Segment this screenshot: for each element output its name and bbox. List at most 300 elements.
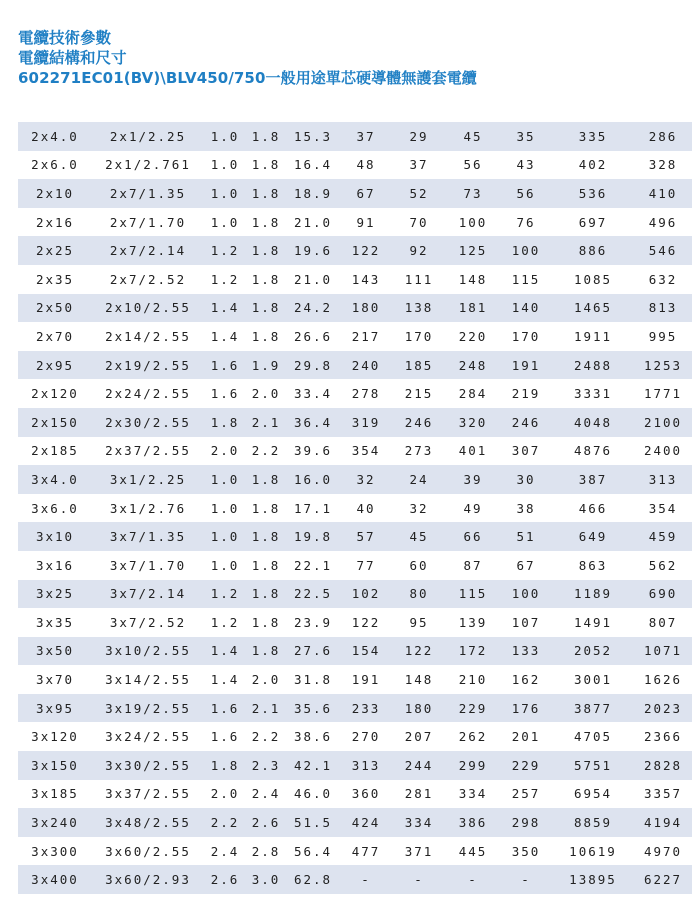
cell-value-8: 284: [446, 379, 500, 408]
cell-outer-diameter: 39.6: [286, 437, 340, 466]
cell-value-7: 111: [392, 265, 446, 294]
cell-value-7: 70: [392, 208, 446, 237]
cell-insulation-thickness: 2.6: [204, 865, 246, 894]
cell-conductor-structure: 3x7/1.70: [92, 551, 204, 580]
cell-value-8: 229: [446, 694, 500, 723]
cell-value-7: 281: [392, 780, 446, 809]
cell-value-11: 2023: [634, 694, 692, 723]
cell-value-9: 107: [500, 608, 552, 637]
cell-value-11: 1071: [634, 637, 692, 666]
cell-outer-diameter: 22.1: [286, 551, 340, 580]
cell-cores-section: 2x35: [18, 265, 92, 294]
cell-value-8: 125: [446, 236, 500, 265]
cell-value-7: 185: [392, 351, 446, 380]
cell-conductor-structure: 2x10/2.55: [92, 294, 204, 323]
cell-sheath-thickness: 1.8: [246, 608, 286, 637]
cell-value-7: 180: [392, 694, 446, 723]
cell-value-9: 43: [500, 151, 552, 180]
cell-value-7: 95: [392, 608, 446, 637]
cell-insulation-thickness: 2.2: [204, 808, 246, 837]
cell-value-9: 51: [500, 522, 552, 551]
cell-value-6: 91: [340, 208, 392, 237]
cell-value-9: 307: [500, 437, 552, 466]
cell-value-11: 4970: [634, 837, 692, 866]
cell-value-11: 313: [634, 465, 692, 494]
table-row: [18, 179, 692, 208]
cell-value-11: 807: [634, 608, 692, 637]
cell-value-7: 273: [392, 437, 446, 466]
cell-insulation-thickness: 1.4: [204, 322, 246, 351]
table-row: [18, 580, 692, 609]
cell-value-9: 140: [500, 294, 552, 323]
cell-value-9: 176: [500, 694, 552, 723]
table-row: [18, 151, 692, 180]
cell-value-11: 1253: [634, 351, 692, 380]
cell-sheath-thickness: 2.6: [246, 808, 286, 837]
table-row: [18, 551, 692, 580]
cell-value-8: 299: [446, 751, 500, 780]
cell-insulation-thickness: 1.0: [204, 179, 246, 208]
cell-outer-diameter: 21.0: [286, 265, 340, 294]
cell-cable-weight: 1911: [552, 322, 634, 351]
cell-value-6: 57: [340, 522, 392, 551]
cell-outer-diameter: 19.8: [286, 522, 340, 551]
cell-value-7: 215: [392, 379, 446, 408]
cell-conductor-structure: 3x30/2.55: [92, 751, 204, 780]
cell-insulation-thickness: 1.4: [204, 665, 246, 694]
cell-conductor-structure: 2x14/2.55: [92, 322, 204, 351]
cell-value-11: 2400: [634, 437, 692, 466]
cell-value-11: 632: [634, 265, 692, 294]
cell-conductor-structure: 2x7/2.52: [92, 265, 204, 294]
cell-value-8: 56: [446, 151, 500, 180]
cell-value-11: 1626: [634, 665, 692, 694]
cell-sheath-thickness: 2.2: [246, 722, 286, 751]
cell-value-6: 48: [340, 151, 392, 180]
cell-sheath-thickness: 2.1: [246, 408, 286, 437]
title-technical-parameters: 電纜技術參數: [18, 29, 112, 47]
cell-insulation-thickness: 1.6: [204, 379, 246, 408]
table-row: [18, 608, 692, 637]
cell-value-9: 191: [500, 351, 552, 380]
table-row: [18, 780, 692, 809]
table-row: [18, 437, 692, 466]
cell-value-7: 52: [392, 179, 446, 208]
cable-spec-table: [18, 122, 692, 894]
cell-sheath-thickness: 2.1: [246, 694, 286, 723]
cell-conductor-structure: 2x24/2.55: [92, 379, 204, 408]
cell-cores-section: 2x120: [18, 379, 92, 408]
cell-outer-diameter: 27.6: [286, 637, 340, 666]
cell-insulation-thickness: 2.0: [204, 780, 246, 809]
cell-conductor-structure: 3x7/1.35: [92, 522, 204, 551]
cell-sheath-thickness: 2.2: [246, 437, 286, 466]
cell-value-6: 233: [340, 694, 392, 723]
cell-value-6: 32: [340, 465, 392, 494]
cell-conductor-structure: 2x7/2.14: [92, 236, 204, 265]
cell-insulation-thickness: 1.8: [204, 751, 246, 780]
cell-insulation-thickness: 1.0: [204, 465, 246, 494]
cell-cable-weight: 402: [552, 151, 634, 180]
cell-value-7: 334: [392, 808, 446, 837]
cell-value-8: 39: [446, 465, 500, 494]
cell-cable-weight: 536: [552, 179, 634, 208]
cell-cores-section: 3x185: [18, 780, 92, 809]
cell-value-8: 401: [446, 437, 500, 466]
cell-conductor-structure: 3x7/2.52: [92, 608, 204, 637]
cell-insulation-thickness: 1.2: [204, 265, 246, 294]
table-row: [18, 494, 692, 523]
cell-outer-diameter: 26.6: [286, 322, 340, 351]
cell-value-9: 298: [500, 808, 552, 837]
cell-value-11: 410: [634, 179, 692, 208]
cell-cable-weight: 10619: [552, 837, 634, 866]
cell-value-9: 350: [500, 837, 552, 866]
cell-cores-section: 2x150: [18, 408, 92, 437]
cell-sheath-thickness: 1.8: [246, 179, 286, 208]
cell-value-11: 6227: [634, 865, 692, 894]
cell-value-11: 328: [634, 151, 692, 180]
cell-value-8: 45: [446, 122, 500, 151]
cell-value-7: 207: [392, 722, 446, 751]
cell-value-7: 37: [392, 151, 446, 180]
cell-conductor-structure: 2x19/2.55: [92, 351, 204, 380]
cell-insulation-thickness: 2.0: [204, 437, 246, 466]
cell-sheath-thickness: 1.8: [246, 265, 286, 294]
cell-value-8: 445: [446, 837, 500, 866]
cell-value-9: 133: [500, 637, 552, 666]
cell-cable-weight: 3877: [552, 694, 634, 723]
cell-value-9: 30: [500, 465, 552, 494]
cell-conductor-structure: 2x30/2.55: [92, 408, 204, 437]
cell-sheath-thickness: 2.8: [246, 837, 286, 866]
cell-value-8: 210: [446, 665, 500, 694]
cell-cable-weight: 2488: [552, 351, 634, 380]
cell-insulation-thickness: 1.2: [204, 608, 246, 637]
cell-value-6: 67: [340, 179, 392, 208]
cell-cable-weight: 3001: [552, 665, 634, 694]
cell-cores-section: 3x400: [18, 865, 92, 894]
table-row: [18, 294, 692, 323]
cell-insulation-thickness: 1.4: [204, 637, 246, 666]
cell-sheath-thickness: 2.4: [246, 780, 286, 809]
cell-sheath-thickness: 1.8: [246, 494, 286, 523]
cell-insulation-thickness: 1.0: [204, 522, 246, 551]
cell-cable-weight: 3331: [552, 379, 634, 408]
cell-cores-section: 3x50: [18, 637, 92, 666]
cell-cable-weight: 4705: [552, 722, 634, 751]
cell-value-9: 170: [500, 322, 552, 351]
cell-value-9: 35: [500, 122, 552, 151]
cell-value-8: 66: [446, 522, 500, 551]
cell-value-9: -: [500, 865, 552, 894]
cell-value-7: 60: [392, 551, 446, 580]
cell-value-11: 690: [634, 580, 692, 609]
cell-value-8: 220: [446, 322, 500, 351]
cell-value-7: 24: [392, 465, 446, 494]
cell-outer-diameter: 16.4: [286, 151, 340, 180]
cell-value-6: 313: [340, 751, 392, 780]
cell-insulation-thickness: 1.8: [204, 408, 246, 437]
cell-outer-diameter: 46.0: [286, 780, 340, 809]
cell-value-6: 122: [340, 236, 392, 265]
cell-sheath-thickness: 1.8: [246, 151, 286, 180]
cell-cable-weight: 13895: [552, 865, 634, 894]
cell-value-8: 148: [446, 265, 500, 294]
cell-conductor-structure: 3x1/2.25: [92, 465, 204, 494]
table-row: [18, 722, 692, 751]
cell-conductor-structure: 3x48/2.55: [92, 808, 204, 837]
cell-value-6: 154: [340, 637, 392, 666]
cell-insulation-thickness: 1.6: [204, 351, 246, 380]
cell-cable-weight: 863: [552, 551, 634, 580]
cell-conductor-structure: 3x60/2.55: [92, 837, 204, 866]
table-row: [18, 751, 692, 780]
table-row: [18, 465, 692, 494]
cell-value-9: 100: [500, 236, 552, 265]
cell-sheath-thickness: 1.8: [246, 236, 286, 265]
cell-value-8: 100: [446, 208, 500, 237]
title-cable-model: 602271EC01(BV)\BLV450/750一般用途單芯硬導體無護套電纜: [18, 69, 477, 87]
cell-cores-section: 3x150: [18, 751, 92, 780]
cell-outer-diameter: 23.9: [286, 608, 340, 637]
cell-outer-diameter: 51.5: [286, 808, 340, 837]
title-structure-dimensions: 電纜結構和尺寸: [18, 49, 127, 67]
document-header: [18, 28, 477, 88]
cell-cores-section: 2x6.0: [18, 151, 92, 180]
cell-cores-section: 2x10: [18, 179, 92, 208]
cell-value-7: 244: [392, 751, 446, 780]
cell-value-11: 813: [634, 294, 692, 323]
cell-value-8: 262: [446, 722, 500, 751]
cell-value-9: 229: [500, 751, 552, 780]
cell-outer-diameter: 16.0: [286, 465, 340, 494]
cell-conductor-structure: 2x1/2.25: [92, 122, 204, 151]
cell-value-6: 360: [340, 780, 392, 809]
cell-value-6: 477: [340, 837, 392, 866]
cell-value-6: 240: [340, 351, 392, 380]
cell-outer-diameter: 31.8: [286, 665, 340, 694]
cell-insulation-thickness: 1.6: [204, 694, 246, 723]
cell-conductor-structure: 3x37/2.55: [92, 780, 204, 809]
cell-cable-weight: 4876: [552, 437, 634, 466]
cell-value-6: 424: [340, 808, 392, 837]
cell-sheath-thickness: 1.8: [246, 322, 286, 351]
cell-conductor-structure: 3x19/2.55: [92, 694, 204, 723]
cell-sheath-thickness: 3.0: [246, 865, 286, 894]
cell-value-7: 45: [392, 522, 446, 551]
cell-value-6: 270: [340, 722, 392, 751]
cell-cable-weight: 2052: [552, 637, 634, 666]
cell-value-7: -: [392, 865, 446, 894]
table-row: [18, 665, 692, 694]
cell-cable-weight: 4048: [552, 408, 634, 437]
cell-value-9: 38: [500, 494, 552, 523]
cell-cores-section: 3x25: [18, 580, 92, 609]
cell-conductor-structure: 3x10/2.55: [92, 637, 204, 666]
cell-value-8: 320: [446, 408, 500, 437]
cell-cores-section: 2x185: [18, 437, 92, 466]
cell-value-7: 246: [392, 408, 446, 437]
cell-cores-section: 3x4.0: [18, 465, 92, 494]
cell-cores-section: 3x300: [18, 837, 92, 866]
cell-outer-diameter: 62.8: [286, 865, 340, 894]
cell-outer-diameter: 19.6: [286, 236, 340, 265]
cell-value-11: 562: [634, 551, 692, 580]
table-row: [18, 236, 692, 265]
cell-sheath-thickness: 1.8: [246, 465, 286, 494]
cell-value-11: 354: [634, 494, 692, 523]
table-row: [18, 351, 692, 380]
cell-value-9: 219: [500, 379, 552, 408]
cell-cores-section: 3x6.0: [18, 494, 92, 523]
cell-value-9: 100: [500, 580, 552, 609]
cell-value-7: 170: [392, 322, 446, 351]
cell-cable-weight: 886: [552, 236, 634, 265]
cell-value-9: 201: [500, 722, 552, 751]
table-body: [18, 122, 692, 894]
cell-cable-weight: 649: [552, 522, 634, 551]
cell-conductor-structure: 3x14/2.55: [92, 665, 204, 694]
cell-conductor-structure: 3x60/2.93: [92, 865, 204, 894]
cell-outer-diameter: 36.4: [286, 408, 340, 437]
cell-value-9: 162: [500, 665, 552, 694]
cell-value-11: 1771: [634, 379, 692, 408]
cell-sheath-thickness: 1.8: [246, 551, 286, 580]
cell-value-6: 40: [340, 494, 392, 523]
cell-cable-weight: 466: [552, 494, 634, 523]
table-row: [18, 265, 692, 294]
cell-conductor-structure: 2x37/2.55: [92, 437, 204, 466]
cell-insulation-thickness: 1.2: [204, 580, 246, 609]
cell-insulation-thickness: 1.0: [204, 551, 246, 580]
cell-value-11: 546: [634, 236, 692, 265]
cell-outer-diameter: 21.0: [286, 208, 340, 237]
cell-value-9: 246: [500, 408, 552, 437]
cell-value-6: 143: [340, 265, 392, 294]
cell-cores-section: 2x25: [18, 236, 92, 265]
cell-insulation-thickness: 1.4: [204, 294, 246, 323]
table-row: [18, 379, 692, 408]
cell-cable-weight: 1189: [552, 580, 634, 609]
table-row: [18, 208, 692, 237]
cell-sheath-thickness: 1.9: [246, 351, 286, 380]
cell-conductor-structure: 3x24/2.55: [92, 722, 204, 751]
cell-value-6: 122: [340, 608, 392, 637]
cell-outer-diameter: 38.6: [286, 722, 340, 751]
cell-cores-section: 2x4.0: [18, 122, 92, 151]
cell-outer-diameter: 22.5: [286, 580, 340, 609]
cell-outer-diameter: 18.9: [286, 179, 340, 208]
cell-sheath-thickness: 2.3: [246, 751, 286, 780]
cell-conductor-structure: 2x7/1.35: [92, 179, 204, 208]
cell-value-6: -: [340, 865, 392, 894]
cell-cores-section: 3x35: [18, 608, 92, 637]
cell-value-11: 286: [634, 122, 692, 151]
cell-conductor-structure: 3x1/2.76: [92, 494, 204, 523]
cell-value-8: 386: [446, 808, 500, 837]
cell-conductor-structure: 2x7/1.70: [92, 208, 204, 237]
cell-conductor-structure: 2x1/2.761: [92, 151, 204, 180]
cell-value-7: 122: [392, 637, 446, 666]
cell-value-8: 181: [446, 294, 500, 323]
cell-value-6: 319: [340, 408, 392, 437]
cell-value-9: 115: [500, 265, 552, 294]
cell-sheath-thickness: 1.8: [246, 637, 286, 666]
cell-value-7: 92: [392, 236, 446, 265]
cell-value-11: 2100: [634, 408, 692, 437]
cell-value-8: 248: [446, 351, 500, 380]
cell-value-11: 496: [634, 208, 692, 237]
cell-cores-section: 2x16: [18, 208, 92, 237]
cell-outer-diameter: 42.1: [286, 751, 340, 780]
cell-outer-diameter: 15.3: [286, 122, 340, 151]
cell-cable-weight: 8859: [552, 808, 634, 837]
cell-insulation-thickness: 1.2: [204, 236, 246, 265]
cell-cable-weight: 335: [552, 122, 634, 151]
cell-outer-diameter: 24.2: [286, 294, 340, 323]
table-row: [18, 865, 692, 894]
cell-cores-section: 3x240: [18, 808, 92, 837]
cell-insulation-thickness: 1.0: [204, 494, 246, 523]
cell-value-7: 148: [392, 665, 446, 694]
cell-sheath-thickness: 2.0: [246, 665, 286, 694]
cell-cores-section: 3x10: [18, 522, 92, 551]
cell-outer-diameter: 56.4: [286, 837, 340, 866]
cell-value-8: 73: [446, 179, 500, 208]
cell-value-8: 172: [446, 637, 500, 666]
cell-cores-section: 2x95: [18, 351, 92, 380]
cell-value-6: 278: [340, 379, 392, 408]
cell-insulation-thickness: 1.0: [204, 208, 246, 237]
table-row: [18, 837, 692, 866]
cell-sheath-thickness: 1.8: [246, 122, 286, 151]
cell-outer-diameter: 17.1: [286, 494, 340, 523]
table-row: [18, 122, 692, 151]
cell-outer-diameter: 29.8: [286, 351, 340, 380]
cell-value-7: 371: [392, 837, 446, 866]
cell-value-7: 32: [392, 494, 446, 523]
cell-value-9: 76: [500, 208, 552, 237]
cell-value-6: 180: [340, 294, 392, 323]
cell-value-9: 56: [500, 179, 552, 208]
table-row: [18, 637, 692, 666]
cell-value-6: 191: [340, 665, 392, 694]
cell-value-6: 354: [340, 437, 392, 466]
cell-cores-section: 3x120: [18, 722, 92, 751]
table-row: [18, 322, 692, 351]
cell-value-7: 138: [392, 294, 446, 323]
cell-value-11: 2828: [634, 751, 692, 780]
cell-cores-section: 3x95: [18, 694, 92, 723]
cell-cable-weight: 387: [552, 465, 634, 494]
cell-sheath-thickness: 1.8: [246, 208, 286, 237]
cell-sheath-thickness: 1.8: [246, 522, 286, 551]
cell-cable-weight: 5751: [552, 751, 634, 780]
cell-value-8: -: [446, 865, 500, 894]
cell-cores-section: 2x70: [18, 322, 92, 351]
cell-value-11: 2366: [634, 722, 692, 751]
cell-insulation-thickness: 1.6: [204, 722, 246, 751]
cell-value-8: 115: [446, 580, 500, 609]
cell-insulation-thickness: 1.0: [204, 151, 246, 180]
cell-value-8: 87: [446, 551, 500, 580]
cell-cable-weight: 697: [552, 208, 634, 237]
cell-value-6: 217: [340, 322, 392, 351]
cell-outer-diameter: 33.4: [286, 379, 340, 408]
cell-value-9: 67: [500, 551, 552, 580]
cell-sheath-thickness: 1.8: [246, 580, 286, 609]
